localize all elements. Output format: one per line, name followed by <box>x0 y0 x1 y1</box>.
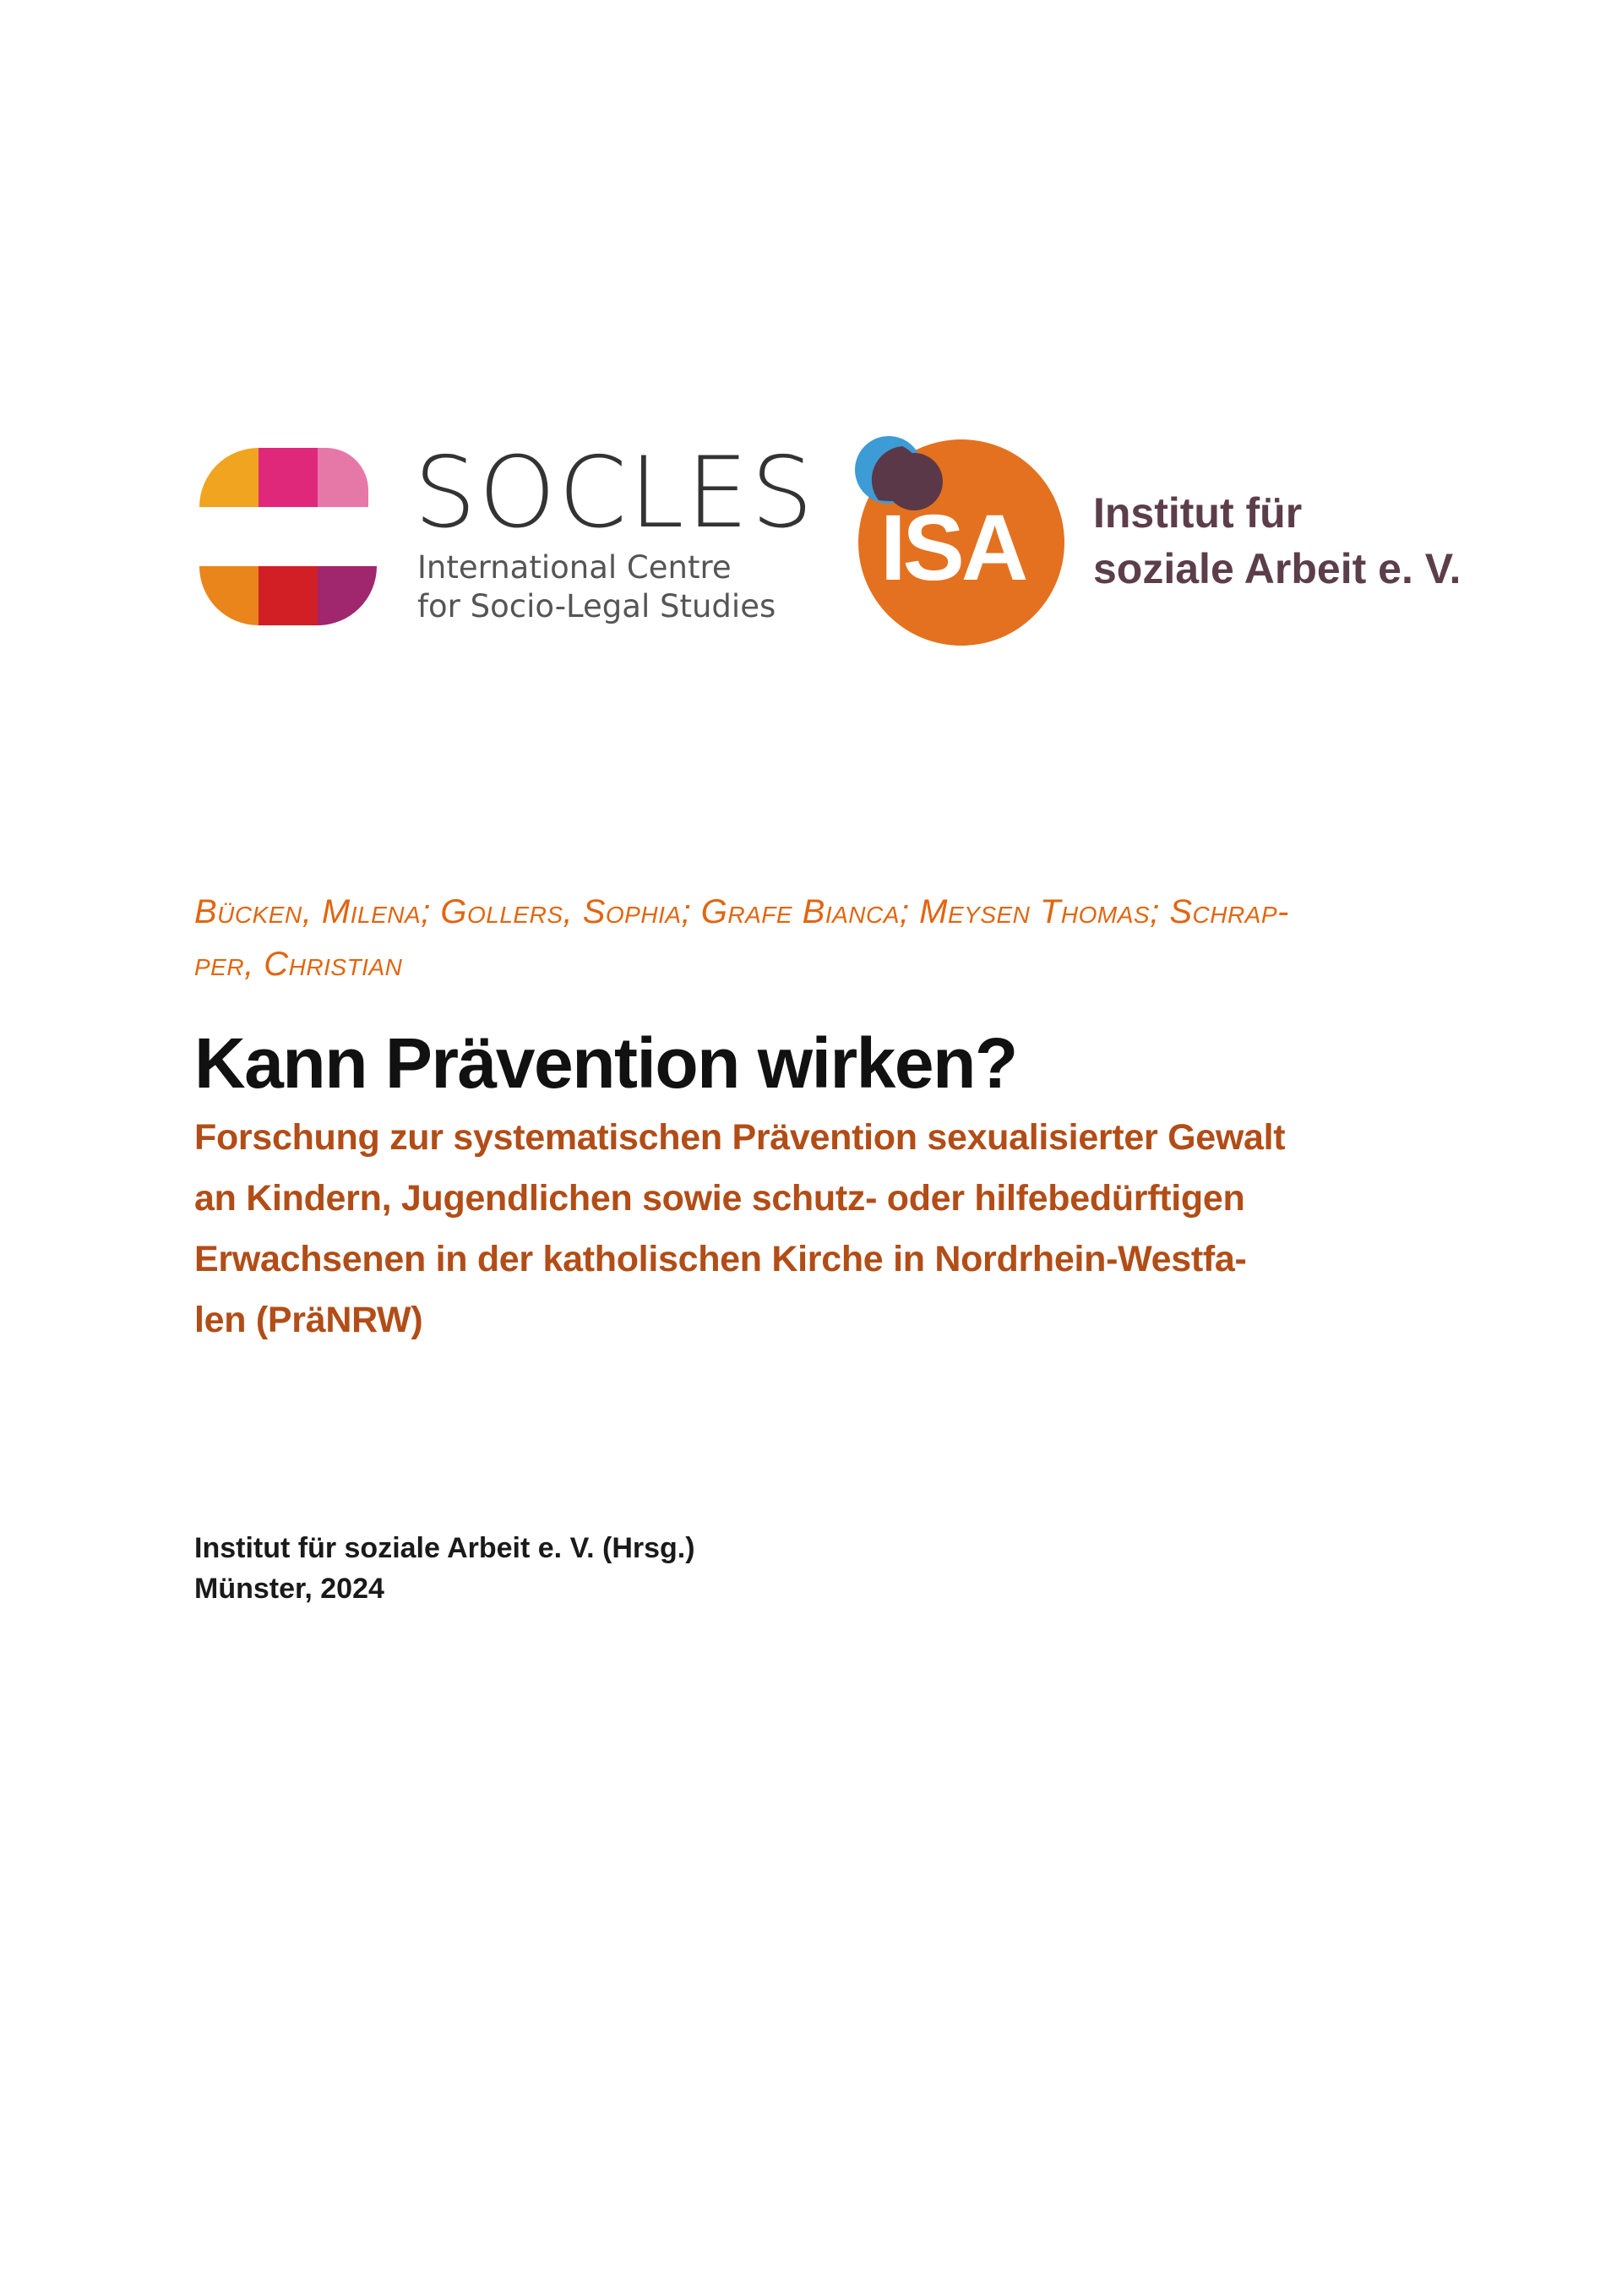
isa-name-line-2: soziale Arbeit e. V. <box>1093 545 1461 592</box>
isa-mark-icon <box>853 429 1064 647</box>
subtitle-line-2: an Kindern, Jugendlichen sowie schutz- oder hilfebedürftigen <box>194 1178 1245 1219</box>
socles-name: SOCLES <box>414 436 816 550</box>
authors-line-1: Bücken, Milena; Gollers, Sophia; Grafe Bianca; Meysen Thomas; Schrap- <box>194 893 1289 930</box>
document-subtitle <box>194 1107 1445 1350</box>
subtitle-line-1: Forschung zur systematischen Prävention sexualisierter Gewalt <box>194 1117 1286 1158</box>
socles-logo <box>199 436 816 630</box>
socles-subtitle-line-1: International Centre <box>417 549 732 586</box>
isa-logo <box>853 429 1461 649</box>
author-list <box>194 886 1445 990</box>
isa-mark-text: ISA <box>880 496 1026 600</box>
isa-name-line-1: Institut für <box>1093 489 1303 537</box>
socles-subtitle-line-2: for Socio-Legal Studies <box>417 588 776 624</box>
subtitle-line-3: Erwachsenen in der katholischen Kirche in Nordrhein-Westfa- <box>194 1239 1247 1279</box>
publisher-info <box>194 1528 1208 1609</box>
subtitle-line-4: len (PräNRW) <box>194 1300 423 1340</box>
publisher-name: Institut für soziale Arbeit e. V. (Hrsg.) <box>194 1532 695 1564</box>
socles-mark-icon <box>199 448 377 625</box>
publication-place-year: Münster, 2024 <box>194 1573 384 1605</box>
authors-line-2: per, Christian <box>194 946 403 983</box>
document-title: Kann Prävention wirken? <box>194 1023 1017 1103</box>
